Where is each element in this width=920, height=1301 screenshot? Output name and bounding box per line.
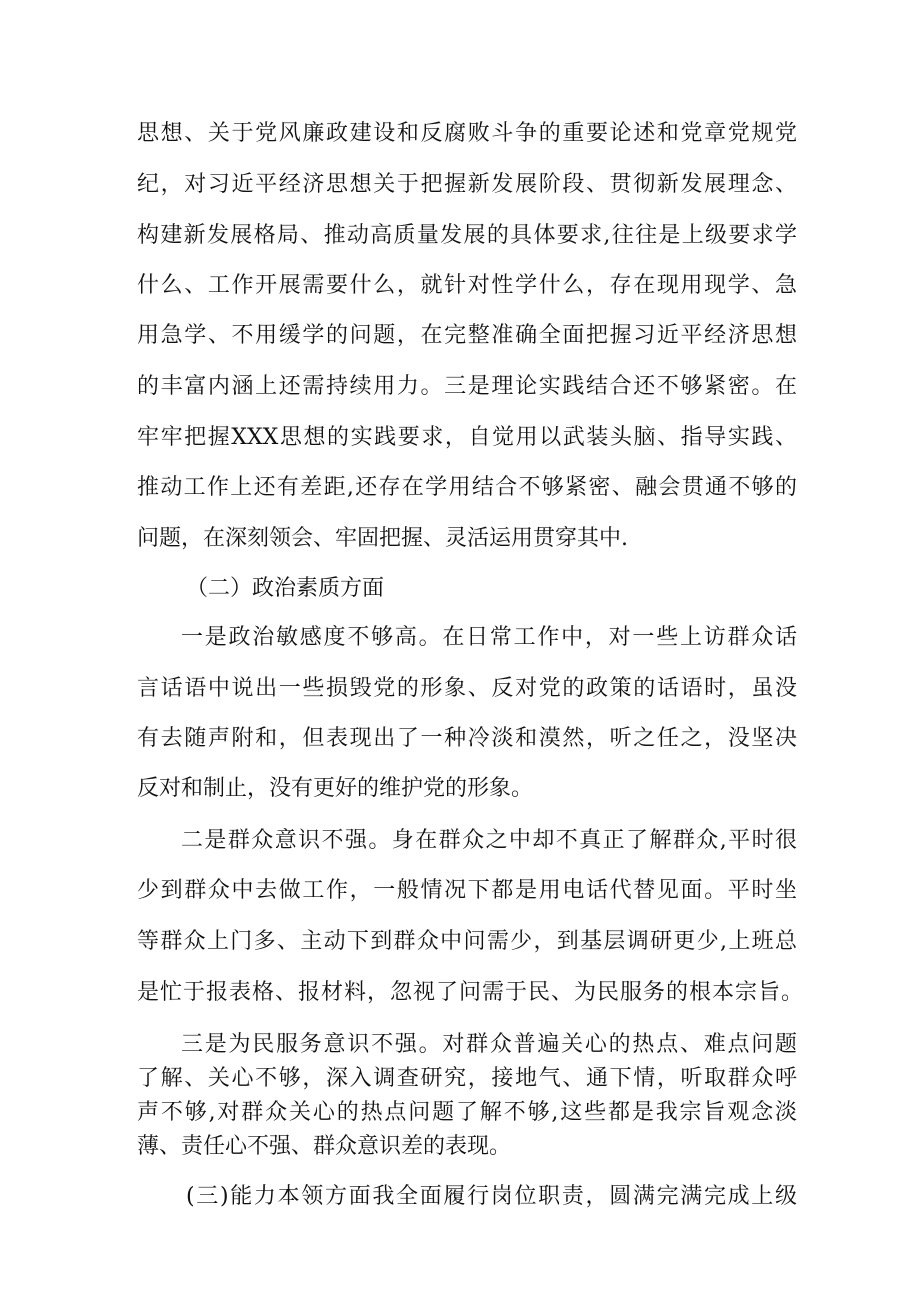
text-line-2: 纪，对习近平经济思想关于把握新发展阶段、贯彻新发展理念、	[137, 172, 797, 197]
text-line-7: 牢牢把握XXX思想的实践要求，自觉用以武装头脑、指导实践、	[137, 425, 797, 450]
text-line-6: 的丰富内涵上还需持续用力。三是理论实践结合还不够紧密。在	[137, 374, 797, 399]
text-line-12: 言话语中说出一些损毁党的形象、反对党的政策的话语时，虽没	[137, 676, 797, 701]
text-line-15: 二是群众意识不强。身在群众之中却不真正了解群众,平时很	[181, 828, 797, 853]
text-line-3: 构建新发展格局、推动高质量发展的具体要求,往往是上级要求学	[137, 223, 797, 248]
text-line-17: 等群众上门多、主动下到群众中问需少，到基层调研更少,上班总	[137, 929, 797, 954]
text-line-4: 什么、工作开展需要什么，就针对性学什么，存在现用现学、急	[137, 273, 797, 298]
text-line-11: 一是政治敏感度不够高。在日常工作中，对一些上访群众话	[181, 625, 797, 650]
text-line-1: 思想、关于党风廉政建设和反腐败斗争的重要论述和党章党规党	[137, 121, 797, 146]
text-line-20: 了解、关心不够，深入调查研究，接地气、通下情，听取群众呼	[137, 1066, 797, 1091]
section-heading-3: (三)能力本领方面我全面履行岗位职责，圆满完满完成上级	[186, 1184, 797, 1209]
text-line-14: 反对和制止，没有更好的维护党的形象。	[137, 776, 534, 801]
text-line-22: 薄、责任心不强、群众意识差的表现。	[137, 1134, 512, 1159]
text-line-21: 声不够,对群众关心的热点问题了解不够,这些都是我宗旨观念淡	[137, 1100, 797, 1125]
text-line-18: 是忙于报表格、报材料，忽视了问需于民、为民服务的根本宗旨。	[137, 980, 803, 1005]
text-line-13: 有去随声附和，但表现出了一种冷淡和漠然，听之任之，没坚决	[137, 726, 797, 751]
section-heading-2: （二）政治素质方面	[186, 576, 385, 601]
text-line-5: 用急学、不用缓学的问题，在完整准确全面把握习近平经济思想	[137, 323, 797, 348]
text-line-16: 少到群众中去做工作，一般情况下都是用电话代替见面。平时坐	[137, 878, 797, 903]
text-line-8: 推动工作上还有差距,还存在学用结合不够紧密、融会贯通不够的	[137, 475, 797, 500]
text-line-19: 三是为民服务意识不强。对群众普遍关心的热点、难点问题	[181, 1032, 797, 1057]
text-line-9: 问题，在深刻领会、牢固把握、灵活运用贯穿其中.	[137, 526, 628, 551]
